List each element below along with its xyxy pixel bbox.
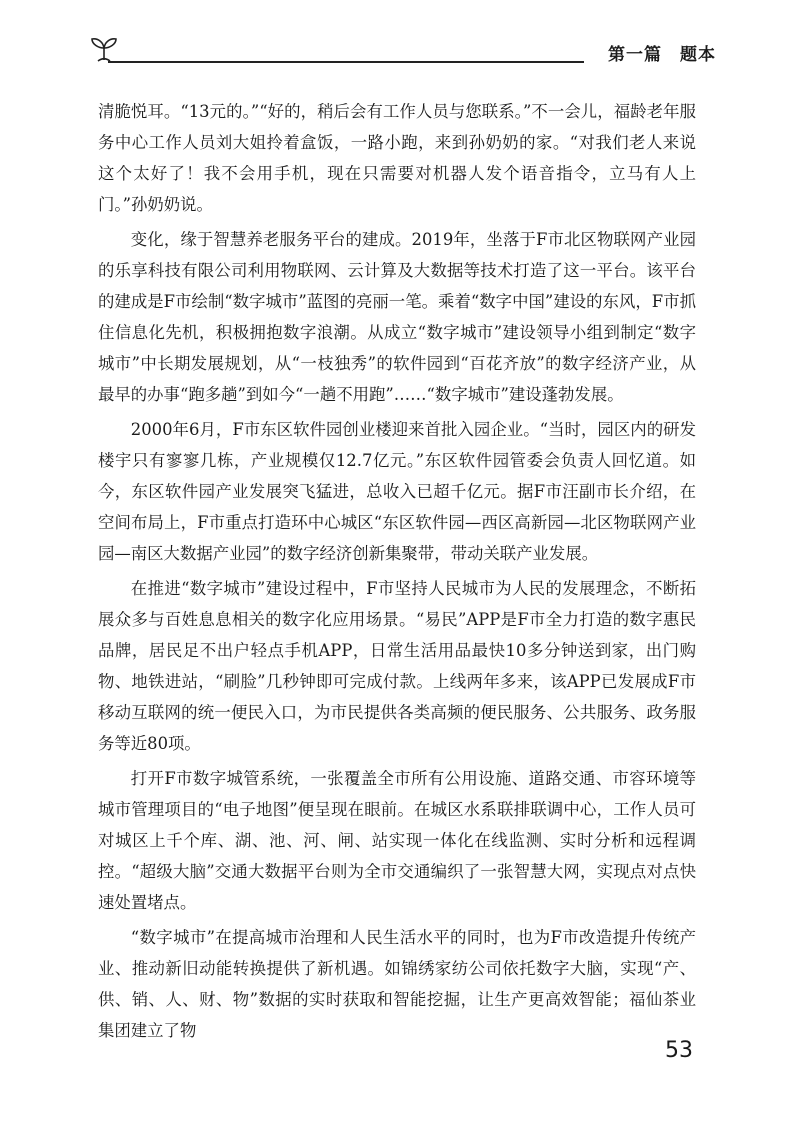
page-body <box>98 96 696 1050</box>
paragraph: 在推进“数字城市”建设过程中，F市坚持人民城市为人民的发展理念，不断拓展众多与百姓息息相关的数字化应用场景。“易民”APP是F市全力打造的数字惠民品牌，居民足不出户轻点手机APP，日常生活用品最快10多分钟送到家，出门购物、地铁进站，“刷脸”几秒钟即可完成付款。上线两年多来，该APP已发展成F市移动互联网的统一便民入口，为市民提供各类高频的便民服务、公共服务、政务服务等近80项。 <box>98 579 696 753</box>
paragraph: “数字城市”在提高城市治理和人民生活水平的同时，也为F市改造提升传统产业、推动新旧动能转换提供了新机遇。如锦绣家纺公司依托数字大脑，实现“产、供、销、人、财、物”数据的实时获取和智能挖掘，让生产更高效智能；福仙茶业集团建立了物 <box>98 928 696 1040</box>
page-header <box>88 34 716 74</box>
paragraph: 变化，缘于智慧养老服务平台的建成。2019年，坐落于F市北区物联网产业园的乐享科技有限公司利用物联网、云计算及大数据等技术打造了这一平台。该平台的建成是F市绘制“数字城市”蓝图的亮丽一笔。乘着“数字中国”建设的东风，F市抓住信息化先机，积极拥抱数字浪潮。从成立“数字城市”建设领导小组到制定“数字城市”中长期发展规划，从“一枝独秀”的软件园到“百花齐放”的数字经济产业，从最早的办事“跑多趟”到如今“一趟不用跑”……“数字城市”建设蓬勃发展。 <box>98 230 696 404</box>
page-number: 53 <box>665 1038 693 1063</box>
paragraph: 打开F市数字城管系统，一张覆盖全市所有公用设施、道路交通、市容环境等城市管理项目的“电子地图”便呈现在眼前。在城区水系联排联调中心，工作人员可对城区上千个库、湖、池、河、闸、站实现一体化在线监测、实时分析和远程调控。“超级大脑”交通大数据平台则为全市交通编织了一张智慧大网，实现点对点快速处置堵点。 <box>98 769 696 912</box>
paragraph: 清脆悦耳。“13元的。”“好的，稍后会有工作人员与您联系。”不一会儿，福龄老年服务中心工作人员刘大姐拎着盒饭，一路小跑，来到孙奶奶的家。“对我们老人来说这个太好了！我不会用手机，现在只需要对机器人发个语音指令，立马有人上门。”孙奶奶说。 <box>98 102 696 214</box>
sprout-icon <box>88 34 120 64</box>
header-rule <box>108 61 584 63</box>
paragraph: 2000年6月，F市东区软件园创业楼迎来首批入园企业。“当时，园区内的研发楼宇只有寥寥几栋，产业规模仅12.7亿元。”东区软件园管委会负责人回忆道。如今，东区软件园产业发展突飞猛进，总收入已超千亿元。据F市汪副市长介绍，在空间布局上，F市重点打造环中心城区“东区软件园—西区高新园—北区物联网产业园—南区大数据产业园”的数字经济创新集聚带，带动关联产业发展。 <box>98 420 696 563</box>
chapter-title: 第一篇 题本 <box>608 45 716 65</box>
